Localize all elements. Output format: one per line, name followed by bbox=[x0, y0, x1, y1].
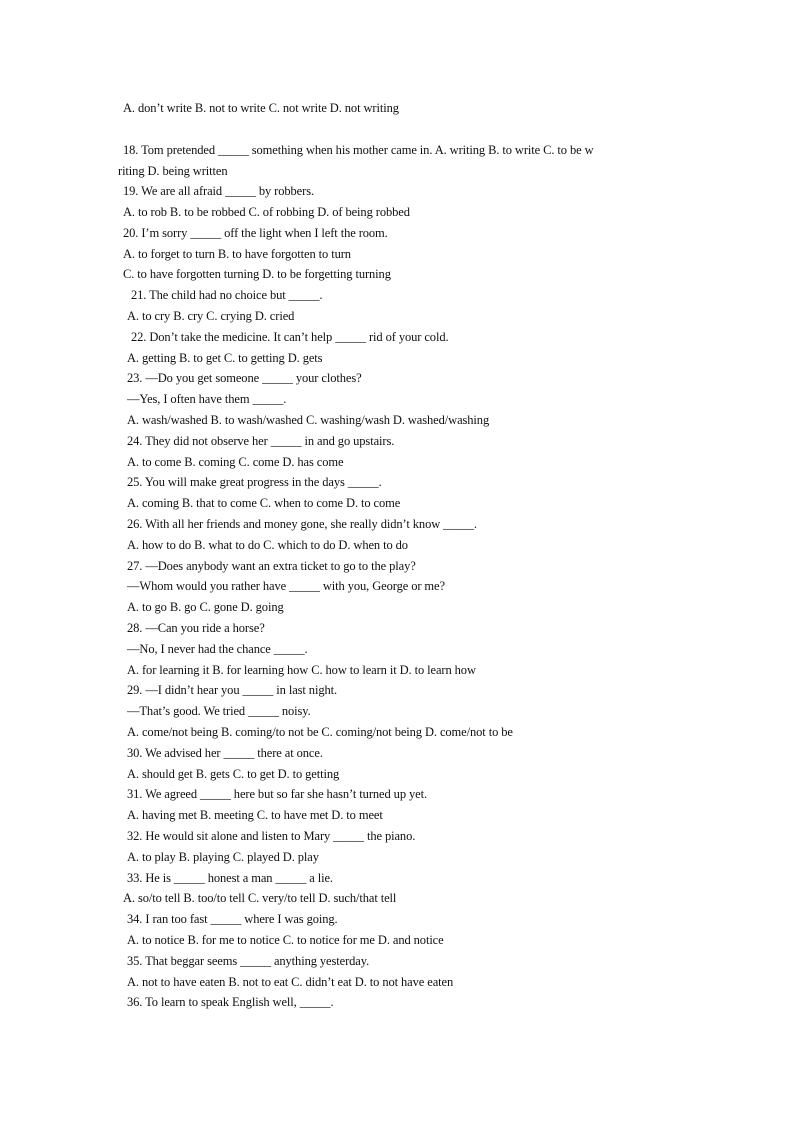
text-line: A. not to have eaten B. not to eat C. didn’t eat D. to not have eaten bbox=[127, 975, 454, 989]
text-line: A. coming B. that to come C. when to come D. to come bbox=[127, 496, 401, 510]
text-line: A. wash/washed B. to wash/washed C. washing/wash D. washed/washing bbox=[127, 413, 490, 427]
text-line: 36. To learn to speak English well, _____. bbox=[127, 995, 334, 1009]
text-line: —Whom would you rather have _____ with you, George or me? bbox=[127, 579, 445, 593]
text-line: A. come/not being B. coming/to not be C. coming/not being D. come/not to be bbox=[127, 725, 513, 739]
text-line: —Yes, I often have them _____. bbox=[127, 392, 287, 406]
text-line: A. should get B. gets C. to get D. to getting bbox=[127, 767, 340, 781]
text-line: 26. With all her friends and money gone, she really didn’t know _____. bbox=[127, 517, 477, 531]
text-line: C. to have forgotten turning D. to be forgetting turning bbox=[123, 267, 391, 281]
text-line: 18. Tom pretended _____ something when his mother came in. A. writing B. to write C. to be w bbox=[123, 143, 594, 157]
text-line: A. to go B. go C. gone D. going bbox=[127, 600, 284, 614]
text-line: 35. That beggar seems _____ anything yesterday. bbox=[127, 954, 370, 968]
text-line: 25. You will make great progress in the days _____. bbox=[127, 475, 382, 489]
text-line: A. getting B. to get C. to getting D. gets bbox=[127, 351, 323, 365]
text-line: 24. They did not observe her _____ in and go upstairs. bbox=[127, 434, 395, 448]
text-line: A. don’t write B. not to write C. not write D. not writing bbox=[123, 101, 399, 115]
text-line: —That’s good. We tried _____ noisy. bbox=[127, 704, 311, 718]
text-line: A. for learning it B. for learning how C. how to learn it D. to learn how bbox=[127, 663, 476, 677]
text-line: A. so/to tell B. too/to tell C. very/to tell D. such/that tell bbox=[123, 891, 397, 905]
text-line: 23. —Do you get someone _____ your clothes? bbox=[127, 371, 362, 385]
text-line: A. how to do B. what to do C. which to do D. when to do bbox=[127, 538, 408, 552]
text-line: 22. Don’t take the medicine. It can’t help _____ rid of your cold. bbox=[131, 330, 449, 344]
text-line: 32. He would sit alone and listen to Mary _____ the piano. bbox=[127, 829, 416, 843]
text-line: 34. I ran too fast _____ where I was going. bbox=[127, 912, 338, 926]
text-line: A. to cry B. cry C. crying D. cried bbox=[127, 309, 295, 323]
text-line: 28. —Can you ride a horse? bbox=[127, 621, 265, 635]
text-line: 19. We are all afraid _____ by robbers. bbox=[123, 184, 314, 198]
text-line: 30. We advised her _____ there at once. bbox=[127, 746, 323, 760]
text-line: 29. —I didn’t hear you _____ in last night. bbox=[127, 683, 338, 697]
text-line: 31. We agreed _____ here but so far she hasn’t turned up yet. bbox=[127, 787, 427, 801]
text-line: —No, I never had the chance _____. bbox=[127, 642, 308, 656]
text-line: A. to play B. playing C. played D. play bbox=[127, 850, 319, 864]
text-line: 27. —Does anybody want an extra ticket to go to the play? bbox=[127, 559, 416, 573]
text-line: 21. The child had no choice but _____. bbox=[131, 288, 323, 302]
text-line: A. to forget to turn B. to have forgotten to turn bbox=[123, 247, 351, 261]
text-line: A. to come B. coming C. come D. has come bbox=[127, 455, 344, 469]
text-line: riting D. being written bbox=[118, 164, 228, 178]
text-line: 20. I’m sorry _____ off the light when I left the room. bbox=[123, 226, 388, 240]
text-line: 33. He is _____ honest a man _____ a lie. bbox=[127, 871, 333, 885]
text-line: A. to notice B. for me to notice C. to notice for me D. and notice bbox=[127, 933, 444, 947]
text-line: A. having met B. meeting C. to have met D. to meet bbox=[127, 808, 383, 822]
text-line: A. to rob B. to be robbed C. of robbing D. of being robbed bbox=[123, 205, 410, 219]
